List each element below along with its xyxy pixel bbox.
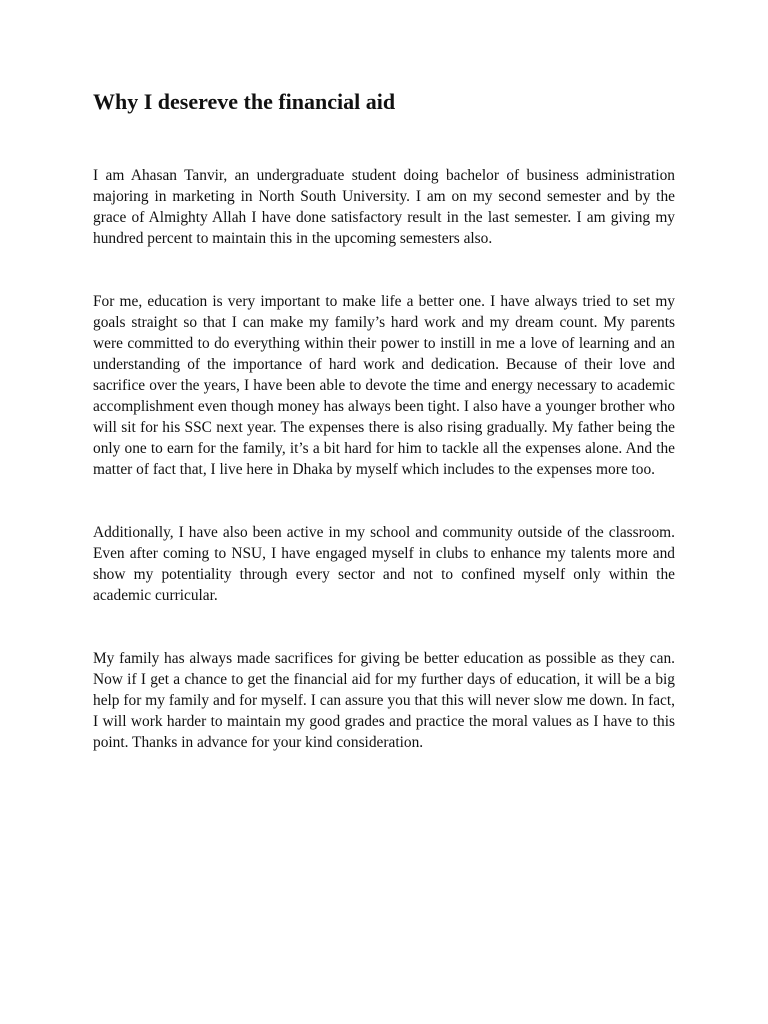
paragraph-activities: Additionally, I have also been active in my school and community outside of the classroom. Even after coming to NSU, I have engaged myself in clubs to enhance my talents more and show my potentiality through every sector and not to confined myself only within the academic curricular.	[93, 524, 675, 604]
document-title: Why I desereve the financial aid	[93, 89, 396, 114]
paragraph-intro: I am Ahasan Tanvir, an undergraduate student doing bachelor of business administration majoring in marketing in North South University. I am on my second semester and by the grace of Almighty Allah I have done satisfactory result in the last semester. I am giving my hundred percent to maintain this in the upcoming semesters also.	[93, 167, 675, 247]
paragraph-conclusion: My family has always made sacrifices for giving be better education as possible as they can. Now if I get a chance to get the financial aid for my further days of education, it will be a big help for my family and for myself. I can assure you that this will never slow me down. In fact, I will work harder to maintain my good grades and practice the moral values as I have to this point. Thanks in advance for your kind consideration.	[93, 650, 675, 751]
document-page	[93, 88, 675, 795]
paragraph-education: For me, education is very important to make life a better one. I have always tried to set my goals straight so that I can make my family’s hard work and my dream count. My parents were committed to do everything within their power to instill in me a love of learning and an understanding of the importance of hard work and dedication. Because of their love and sacrifice over the years, I have been able to devote the time and energy necessary to academic accomplishment even though money has always been tight. I also have a younger brother who will sit for his SSC next year. The expenses there is also rising gradually. My father being the only one to earn for the family, it’s a bit hard for him to tackle all the expenses alone. And the matter of fact that, I live here in Dhaka by myself which includes to the expenses more too.	[93, 293, 675, 478]
